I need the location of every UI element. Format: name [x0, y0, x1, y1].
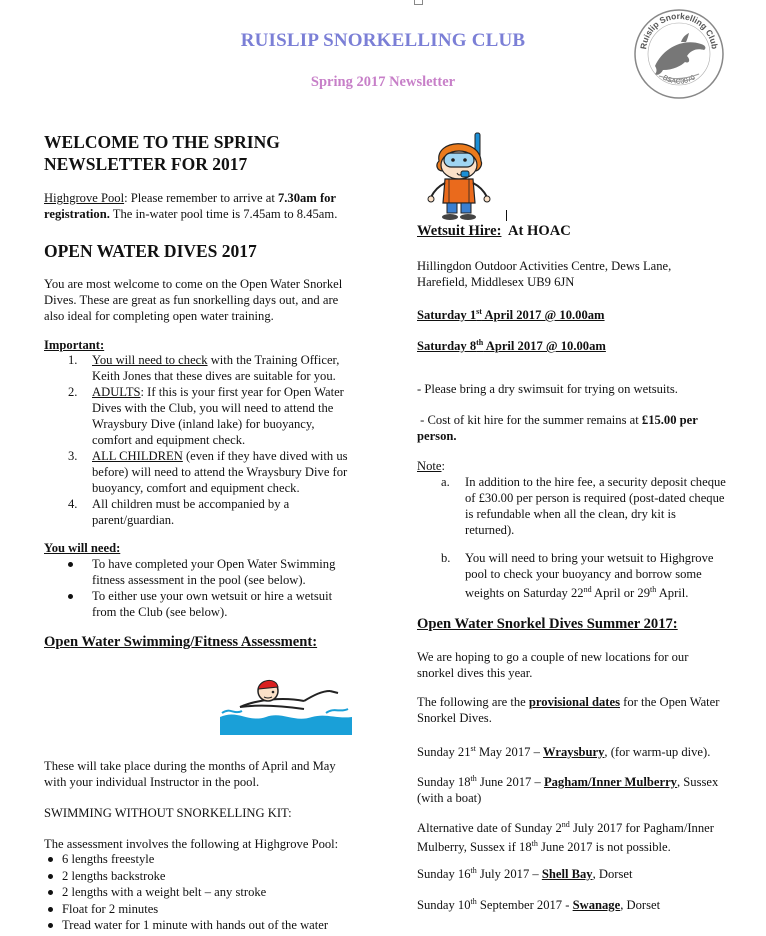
- hoac-address: [417, 258, 747, 290]
- dolphin-icon: [633, 8, 725, 100]
- bullet-icon: [48, 923, 53, 928]
- child-snorkeller-icon: [423, 131, 495, 223]
- note-line: of £30.00 per person is required (post-dated cheque: [465, 491, 725, 505]
- note-line: In addition to the hire fee, a security deposit cheque: [465, 475, 726, 489]
- dive-sup: st: [470, 744, 476, 753]
- welcome-heading-line1: WELCOME TO THE SPRING: [44, 132, 280, 152]
- takes-place-line: with your individual Instructor in the pool.: [44, 775, 260, 789]
- pool-label: Highgrove Pool: [44, 191, 125, 205]
- bullet-icon: [48, 907, 53, 912]
- note-letter: b.: [441, 551, 451, 565]
- alt-text: Alternative date of Sunday 2: [417, 821, 562, 836]
- dive-text: Sunday 10: [417, 898, 471, 913]
- date-text: April 2017 @ 10.00am: [483, 339, 606, 354]
- list-number: 2.: [68, 385, 78, 399]
- following-text: [417, 694, 747, 726]
- takes-place-text: [44, 758, 374, 790]
- important-item-line: All children must be accompanied by a: [92, 497, 290, 511]
- important-rest: (even if they have dived with us: [182, 449, 348, 463]
- important-rest: : If this is your first year for Open Water: [140, 385, 344, 399]
- dive-text: Sunday 18: [417, 775, 471, 790]
- date-text: April 2017 @ 10.00am: [481, 308, 605, 323]
- note-word: Note: [417, 459, 442, 473]
- note-line: pool to check your buoyancy and borrow some: [465, 567, 702, 581]
- hire-date-2: [417, 335, 606, 354]
- dive-date-1: [417, 741, 757, 760]
- assessment-heading: Open Water Swimming/Fitness Assessment:: [44, 634, 318, 650]
- alt-sup: th: [531, 839, 538, 849]
- logo-code: BSAC3070: [661, 74, 697, 86]
- pool-text-1: : Please remember to arrive at: [124, 191, 278, 205]
- dive-date-2: [417, 771, 757, 806]
- dive-place: Swanage: [572, 898, 621, 913]
- newsletter-subtitle: Spring 2017 Newsletter: [310, 74, 456, 90]
- wetsuit-label: Wetsuit Hire:: [417, 223, 502, 239]
- dry-swimsuit-note: - Please bring a dry swimsuit for trying on wetsuits.: [417, 382, 678, 396]
- assessment-intro: The assessment involves the following at Highgrove Pool:: [44, 837, 339, 851]
- note-sup: nd: [583, 585, 592, 594]
- alternative-date: [417, 817, 757, 855]
- text-cursor: [506, 210, 507, 221]
- takes-place-line: These will take place during the months of April and May: [44, 759, 336, 773]
- intro-line: also ideal for completing open water training.: [44, 309, 274, 323]
- logo-ring-text: Ruislip Snorkelling Club: [638, 10, 720, 50]
- need-item-line: from the Club (see below).: [92, 605, 228, 619]
- welcome-heading-line2: NEWSLETTER FOR 2017: [44, 154, 248, 174]
- dive-date-4: [417, 894, 757, 913]
- provisional-dates: provisional dates: [528, 695, 620, 709]
- bullet-icon: [48, 857, 53, 862]
- welcome-heading: [44, 131, 280, 175]
- important-item-line: comfort and equipment check.: [92, 433, 246, 447]
- important-emphasis: You will need to check: [92, 353, 208, 367]
- dive-text: , (for warm-up dive).: [604, 745, 711, 760]
- club-title: RUISLIP SNORKELLING CLUB: [240, 30, 526, 51]
- important-item-line: Keith Jones that these dives are suitable for you.: [92, 369, 336, 383]
- address-line: Harefield, Middlesex UB9 6JN: [417, 275, 575, 289]
- important-item-line: [92, 352, 382, 368]
- pool-registration: registration.: [44, 207, 110, 221]
- pool-notice: [44, 190, 374, 222]
- hoping-line: snorkel dives this year.: [417, 666, 533, 680]
- important-item-line: [92, 448, 382, 464]
- note-line: is refundable when all the clean, dry kit is: [465, 507, 676, 521]
- dive-text: September 2017 -: [476, 898, 573, 913]
- important-emphasis: ADULTS: [92, 385, 141, 399]
- swimmer-icon: [218, 673, 354, 735]
- dive-text: , Dorset: [592, 867, 633, 882]
- cost-note: [417, 412, 747, 444]
- important-item-line: buoyancy, comfort and equipment check.: [92, 481, 300, 495]
- wetsuit-hire-heading: [417, 223, 571, 240]
- open-water-intro: [44, 276, 374, 324]
- dive-sup: th: [470, 897, 477, 906]
- important-label: Important:: [44, 338, 105, 352]
- following-text-part: Snorkel Dives.: [417, 711, 492, 725]
- bullet-icon: [48, 874, 53, 879]
- page-corner-mark: [414, 0, 423, 5]
- hoping-line: We are hoping to go a couple of new locations for our: [417, 650, 689, 664]
- dive-text: May 2017 –: [475, 745, 544, 760]
- bullet-icon: [68, 594, 73, 599]
- address-line: Hillingdon Outdoor Activities Centre, Dews Lane,: [417, 259, 672, 273]
- dive-place: Wraysbury: [543, 745, 605, 760]
- dive-text: (with a boat): [417, 791, 482, 806]
- cost-text: - Cost of kit hire for the summer remains at: [417, 413, 642, 427]
- note-label: [417, 458, 445, 474]
- bullet-icon: [68, 562, 73, 567]
- date-text: Saturday 1: [417, 308, 477, 323]
- following-text-part: The following are the: [417, 695, 529, 709]
- club-logo: [633, 8, 725, 100]
- dive-text: Sunday 21: [417, 745, 471, 760]
- important-item-line: parent/guardian.: [92, 513, 175, 527]
- important-item-line: [92, 384, 382, 400]
- note-line: You will need to bring your wetsuit to Highgrove: [465, 551, 714, 565]
- dive-sup: th: [470, 774, 477, 783]
- assessment-item: 2 lengths with a weight belt – any stroke: [62, 885, 267, 899]
- hoping-text: [417, 649, 747, 681]
- wetsuit-place: At HOAC: [501, 223, 571, 239]
- important-emphasis: ALL CHILDREN: [92, 449, 183, 463]
- important-item-line: Dives with the Club, you will need to attend the: [92, 401, 334, 415]
- pool-text-2: The in-water pool time is 7.45am to 8.45am.: [109, 207, 338, 221]
- note-line: returned).: [465, 523, 515, 537]
- assessment-item: Float for 2 minutes: [62, 901, 159, 916]
- important-item-line: Wraysbury Dive (inland lake) for buoyancy,: [92, 417, 315, 431]
- list-number: 4.: [68, 497, 78, 511]
- note-line: [465, 582, 760, 601]
- open-water-heading: OPEN WATER DIVES 2017: [44, 241, 257, 261]
- date-sup: st: [476, 307, 482, 316]
- date-text: Saturday 8: [417, 339, 477, 354]
- need-item-line: To either use your own wetsuit or hire a wetsuit: [92, 589, 333, 603]
- alt-text: Mulberry, Sussex if 18: [417, 840, 532, 855]
- intro-line: You are most welcome to come on the Open Water Snorkel: [44, 277, 343, 291]
- note-text: April or 29: [591, 586, 650, 601]
- note-text: weights on Saturday 22: [465, 586, 584, 601]
- without-kit-label: SWIMMING WITHOUT SNORKELLING KIT:: [44, 806, 292, 820]
- dive-sup: th: [470, 866, 477, 875]
- important-rest: with the Training Officer,: [207, 353, 340, 367]
- assessment-item: 6 lengths freestyle: [62, 852, 155, 866]
- alt-text: July 2017 for Pagham/Inner: [569, 821, 714, 836]
- you-will-need-label: You will need:: [44, 541, 121, 555]
- assessment-item: Tread water for 1 minute with hands out of the water: [62, 918, 329, 932]
- summer-dives-heading: Open Water Snorkel Dives Summer 2017:: [417, 616, 678, 632]
- dive-text: Sunday 16: [417, 867, 471, 882]
- date-sup: th: [476, 338, 484, 347]
- dive-text: July 2017 –: [476, 867, 542, 882]
- need-item-line: To have completed your Open Water Swimming: [92, 557, 336, 571]
- pool-time: 7.30am for: [277, 191, 337, 205]
- intro-line: Dives. These are great as fun snorkelling days out, and are: [44, 293, 339, 307]
- dive-text: June 2017 –: [476, 775, 544, 790]
- note-sup: th: [650, 585, 657, 594]
- alt-text: June 2017 is not possible.: [537, 840, 671, 855]
- alt-sup: nd: [561, 820, 570, 829]
- bullet-icon: [48, 890, 53, 895]
- note-colon: :: [441, 459, 445, 473]
- dive-date-3: [417, 863, 757, 882]
- cost-person: person.: [417, 429, 457, 443]
- important-item-line: before) will need to attend the Wraysbury Dive for: [92, 465, 348, 479]
- cost-value: £15.00 per: [641, 413, 698, 427]
- note-letter: a.: [441, 475, 450, 489]
- following-text-part: for the Open Water: [620, 695, 720, 709]
- list-number: 1.: [68, 353, 78, 367]
- dive-text: , Dorset: [620, 898, 661, 913]
- dive-text: , Sussex: [676, 775, 719, 790]
- note-text: April.: [656, 586, 689, 601]
- list-number: 3.: [68, 449, 78, 463]
- dive-place: Shell Bay: [541, 867, 593, 882]
- hire-date-1: [417, 304, 605, 323]
- need-item-line: fitness assessment in the pool (see below).: [92, 573, 306, 587]
- dive-place: Pagham/Inner Mulberry: [543, 775, 677, 790]
- assessment-item: 2 lengths backstroke: [62, 868, 166, 883]
